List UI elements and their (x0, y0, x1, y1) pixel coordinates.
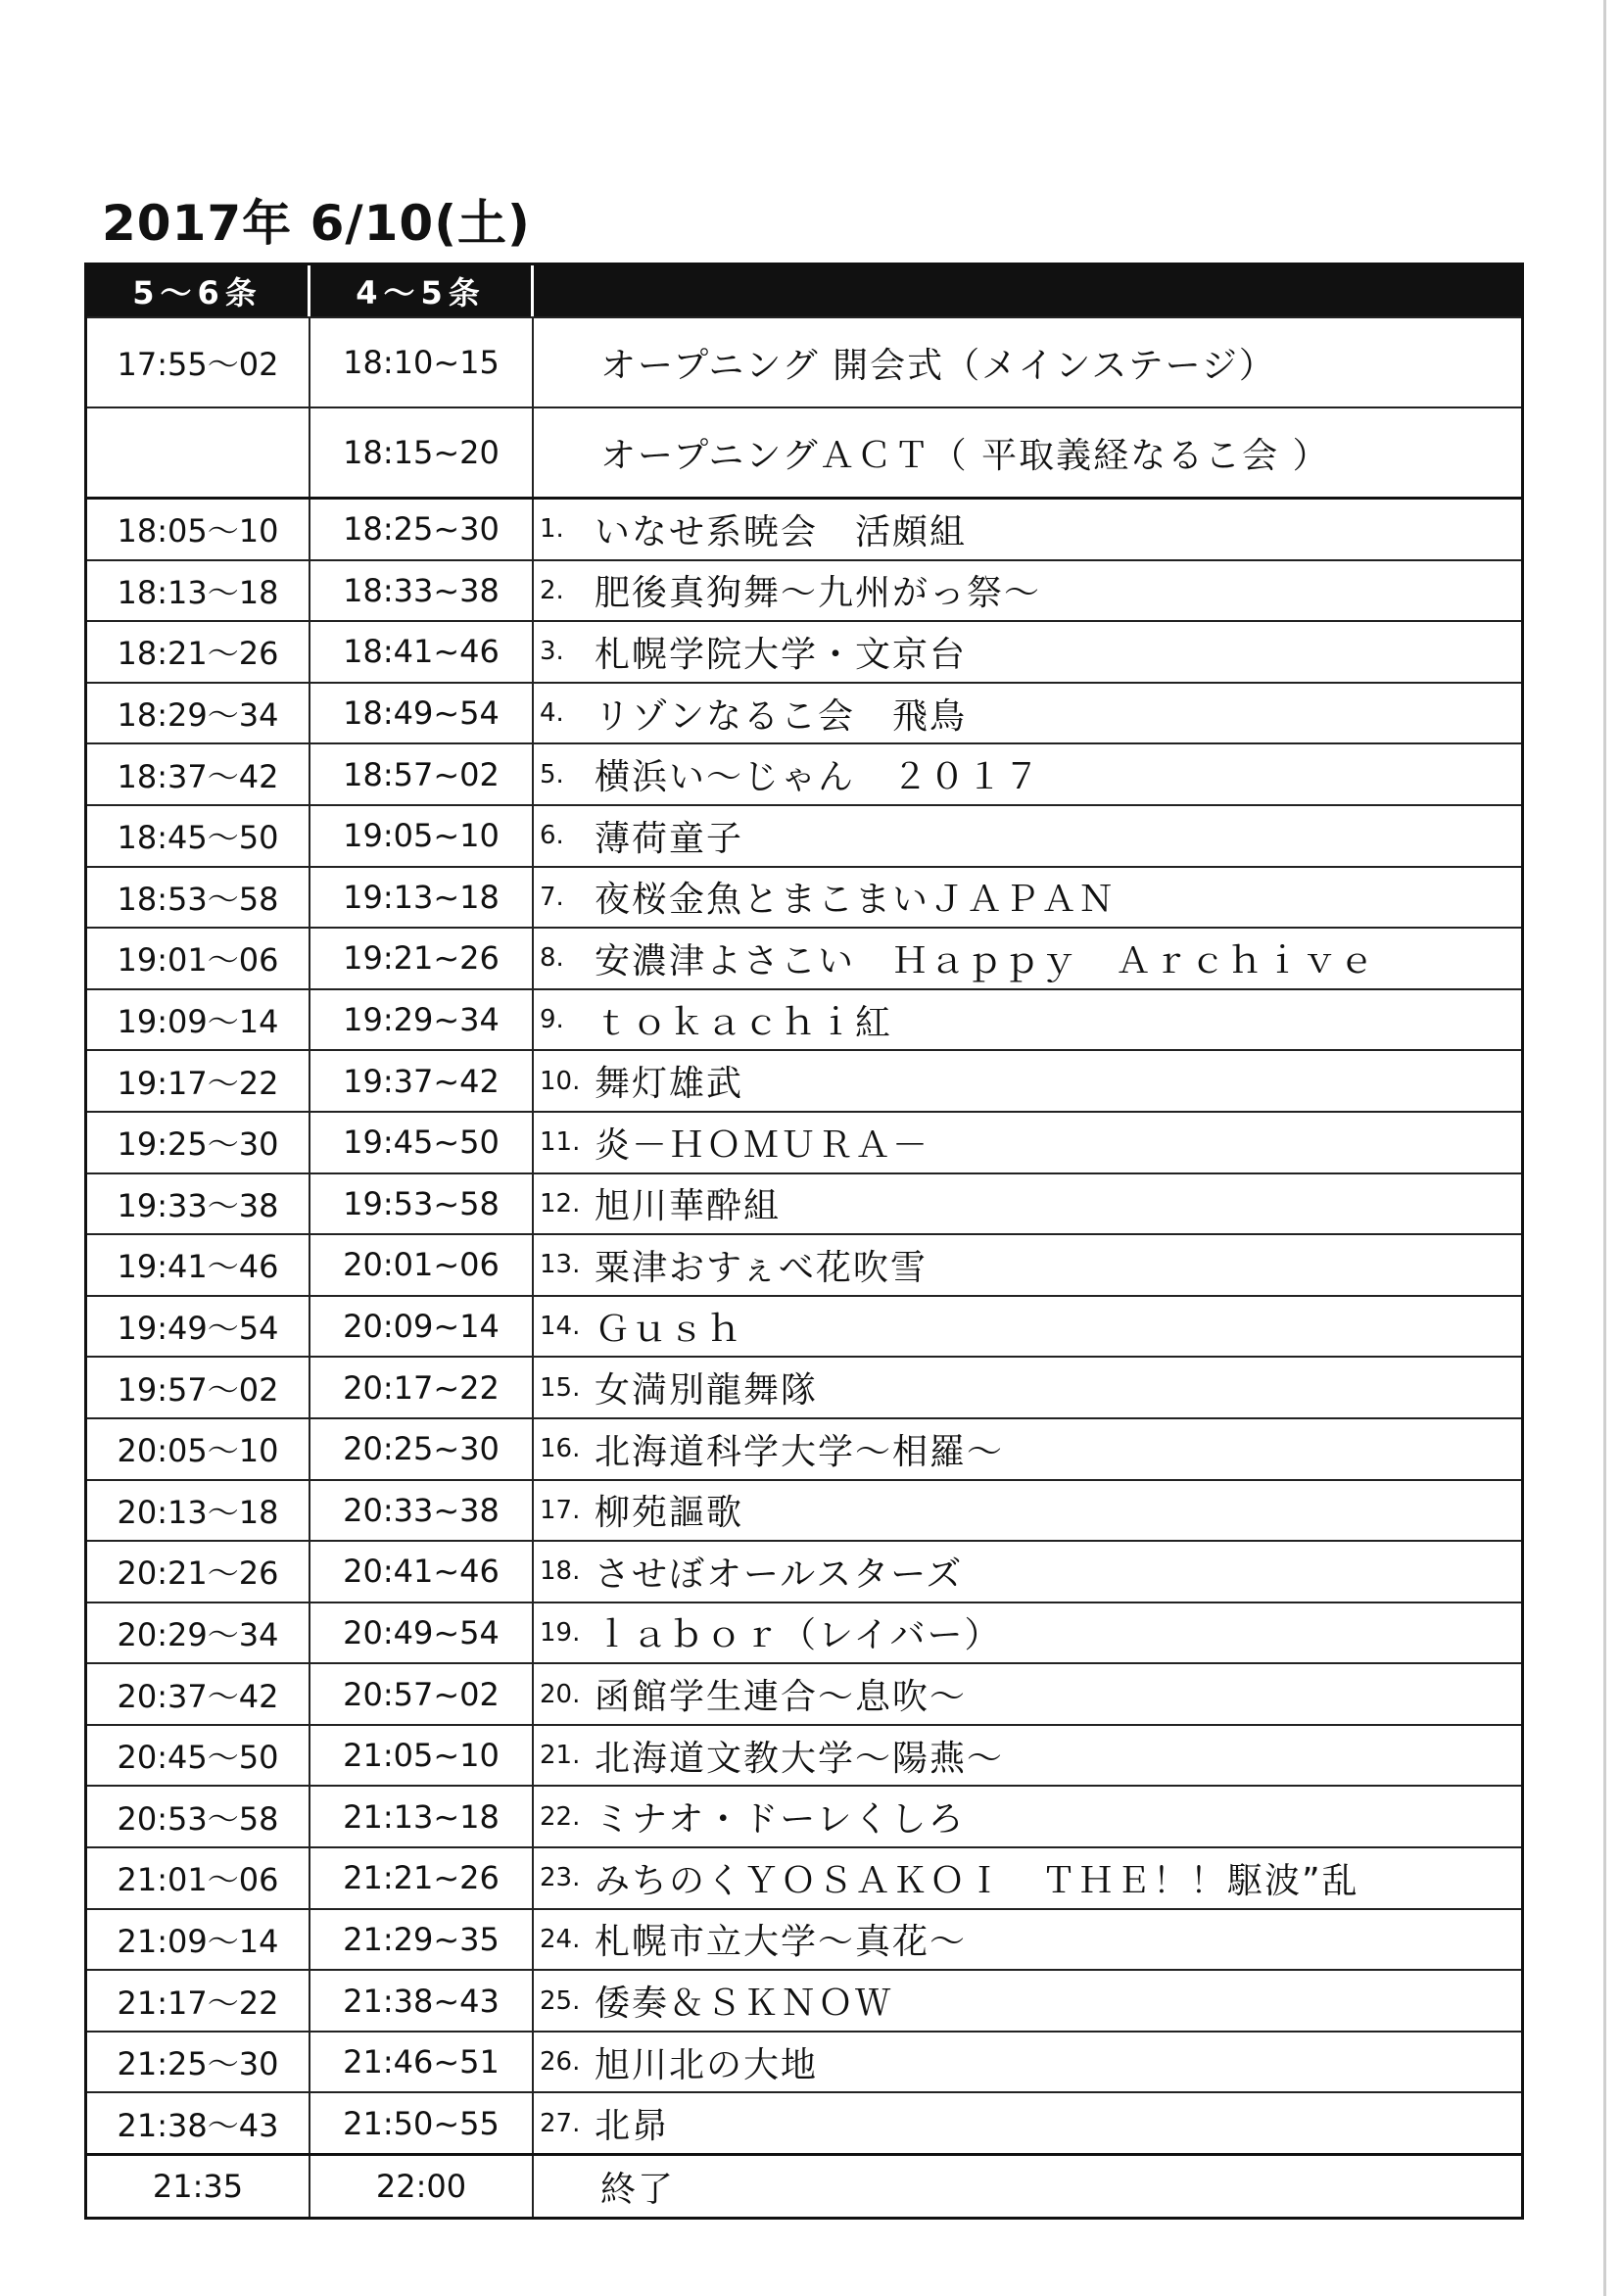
time-5-6: 20:13～18 (87, 1481, 310, 1541)
team-name: 女満別龍舞隊 (595, 1370, 819, 1411)
time-4-5: 21:05~10 (310, 1726, 534, 1786)
table-row (87, 804, 1521, 866)
time-4-5: 19:37~42 (310, 1051, 534, 1111)
team-name: 北海道文教大学～陽燕～ (595, 1738, 1005, 1779)
time-4-5: 20:01~06 (310, 1235, 534, 1295)
team-name: いなせ系暁会 活頗組 (595, 511, 968, 552)
time-5-6: 18:05～10 (87, 500, 310, 559)
time-4-5: 19:21~26 (310, 929, 534, 988)
event-name: オープニング 開会式（メインステージ） (600, 345, 1276, 386)
time-4-5: 21:46~51 (310, 2033, 534, 2092)
team-name: 旭川北の大地 (595, 2044, 819, 2085)
table-row (87, 1785, 1521, 1846)
team-number: 9. (540, 1005, 564, 1035)
team-name: させぼオールスターズ (595, 1554, 964, 1595)
team-cell (534, 500, 1521, 559)
team-cell (534, 1664, 1521, 1724)
table-row (87, 1479, 1521, 1541)
time-5-6: 18:29～34 (87, 684, 310, 743)
time-5-6: 19:25～30 (87, 1113, 310, 1172)
team-cell (534, 1297, 1521, 1357)
table-row (87, 1295, 1521, 1357)
time-4-5: 21:38~43 (310, 1971, 534, 2031)
time-5-6: 20:05～10 (87, 1419, 310, 1479)
team-name: みちのくＹＯＳＡＫＯＩ ＴＨＥ！！駆波”乱 (595, 1860, 1359, 1901)
end-row (87, 2153, 1521, 2217)
time-5-6: 18:45～50 (87, 806, 310, 866)
team-number: 2. (540, 575, 564, 605)
table-row (87, 620, 1521, 682)
time-5-6: 20:21～26 (87, 1542, 310, 1602)
time-5-6: 20:45～50 (87, 1726, 310, 1786)
team-number: 19. (540, 1617, 581, 1648)
team-cell (534, 1481, 1521, 1541)
team-name: 横浜い～じゃん ２０１７ (595, 757, 1042, 798)
end-row-container (87, 2153, 1521, 2217)
team-name: 札幌学院大学・文京台 (595, 634, 968, 675)
table-row (87, 1724, 1521, 1786)
team-cell (534, 990, 1521, 1050)
team-name: 夜桜金魚とまこまいＪＡＰＡＮ (595, 880, 1117, 921)
time-4-5: 18:15~20 (310, 408, 534, 497)
table-row (87, 1846, 1521, 1908)
opening-row (87, 316, 1521, 407)
time-4-5: 21:21~26 (310, 1848, 534, 1908)
team-name: 肥後真狗舞～九州がっ祭～ (595, 573, 1042, 614)
team-number: 26. (540, 2047, 581, 2078)
time-4-5: 20:25~30 (310, 1419, 534, 1479)
team-cell (534, 1051, 1521, 1111)
team-cell (534, 1971, 1521, 2031)
time-5-6: 21:01～06 (87, 1848, 310, 1908)
team-name: 炎－ＨＯＭＵＲＡ－ (595, 1124, 930, 1166)
team-number: 1. (540, 514, 564, 545)
time-5-6: 21:38～43 (87, 2093, 310, 2153)
time-5-6: 20:53～58 (87, 1787, 310, 1846)
team-cell (534, 1174, 1521, 1234)
time-5-6: 19:17～22 (87, 1051, 310, 1111)
table-row (87, 2091, 1521, 2153)
time-4-5: 19:05~10 (310, 806, 534, 866)
time-5-6: 18:37～42 (87, 744, 310, 804)
team-cell (534, 2033, 1521, 2092)
team-name: 北昴 (595, 2106, 670, 2147)
team-cell (534, 1542, 1521, 1602)
team-number: 17. (540, 1495, 581, 1525)
team-cell (534, 1235, 1521, 1295)
table-row (87, 1049, 1521, 1111)
team-number: 27. (540, 2108, 581, 2138)
team-cell (534, 1910, 1521, 1970)
time-5-6: 19:01～06 (87, 929, 310, 988)
team-cell (534, 1726, 1521, 1786)
team-name: 粟津おすぇべ花吹雪 (595, 1247, 928, 1288)
table-row (87, 1417, 1521, 1479)
time-5-6: 19:33～38 (87, 1174, 310, 1234)
table-header (87, 265, 1521, 316)
table-row (87, 2031, 1521, 2092)
table-row (87, 1908, 1521, 1970)
team-number: 5. (540, 759, 564, 789)
event-name: オープニングＡＣＴ（ 平取義経なるこ会 ） (600, 435, 1330, 476)
opening-row (87, 407, 1521, 497)
scan-edge (1603, 0, 1606, 2296)
header-col-team (534, 265, 1521, 316)
team-number: 7. (540, 882, 564, 912)
table-row (87, 682, 1521, 743)
team-number: 22. (540, 1801, 581, 1832)
table-row (87, 866, 1521, 928)
header-col-5-6: 5～6条 (87, 265, 310, 316)
table-row (87, 1356, 1521, 1417)
end-label: 終了 (600, 2169, 676, 2210)
time-5-6: 19:09～14 (87, 990, 310, 1050)
time-4-5: 22:00 (310, 2156, 534, 2217)
team-name: 函館学生連合～息吹～ (595, 1677, 968, 1718)
time-4-5: 20:33~38 (310, 1481, 534, 1541)
team-cell (534, 806, 1521, 866)
time-5-6: 21:25～30 (87, 2033, 310, 2092)
time-4-5: 18:57~02 (310, 744, 534, 804)
team-number: 20. (540, 1679, 581, 1709)
time-4-5: 19:45~50 (310, 1113, 534, 1172)
team-name: ｌａｂｏｒ（レイバー） (595, 1615, 1002, 1656)
team-cell (534, 2093, 1521, 2153)
team-cell (534, 1603, 1521, 1663)
time-4-5: 18:41~46 (310, 622, 534, 682)
team-number: 11. (540, 1127, 581, 1158)
time-5-6: 21:09～14 (87, 1910, 310, 1970)
time-5-6: 19:57～02 (87, 1358, 310, 1417)
team-cell (534, 744, 1521, 804)
time-4-5: 21:13~18 (310, 1787, 534, 1846)
time-4-5: 20:57~02 (310, 1664, 534, 1724)
team-number: 23. (540, 1863, 581, 1893)
team-number: 3. (540, 637, 564, 667)
team-cell (534, 868, 1521, 928)
team-number: 21. (540, 1741, 581, 1771)
table-row (87, 497, 1521, 559)
team-rows (87, 497, 1521, 2153)
team-name: 倭奏＆ＳＫＮＯＷ (595, 1984, 893, 2025)
table-row (87, 1969, 1521, 2031)
team-number: 16. (540, 1434, 581, 1464)
team-number: 24. (540, 1924, 581, 1954)
time-4-5: 18:25~30 (310, 500, 534, 559)
time-5-6: 20:37～42 (87, 1664, 310, 1724)
team-number: 25. (540, 1985, 581, 2016)
team-number: 18. (540, 1556, 581, 1587)
time-4-5: 18:10~15 (310, 318, 534, 407)
time-5-6: 18:13～18 (87, 561, 310, 621)
table-row (87, 1233, 1521, 1295)
team-name: ミナオ・ドーレくしろ (595, 1799, 966, 1841)
table-row (87, 927, 1521, 988)
time-5-6: 21:17～22 (87, 1971, 310, 2031)
time-5-6: 19:41～46 (87, 1235, 310, 1295)
time-4-5: 18:33~38 (310, 561, 534, 621)
table-row (87, 1602, 1521, 1663)
time-4-5: 19:53~58 (310, 1174, 534, 1234)
team-name: 旭川華酔組 (595, 1186, 782, 1227)
team-cell (534, 622, 1521, 682)
time-4-5: 21:50~55 (310, 2093, 534, 2153)
team-cell (534, 1113, 1521, 1172)
team-cell (534, 929, 1521, 988)
schedule-table (84, 263, 1524, 2220)
table-row (87, 988, 1521, 1050)
time-5-6 (87, 408, 310, 497)
page-title: 2017年 6/10(土) (102, 195, 531, 252)
team-cell (534, 1848, 1521, 1908)
team-cell (534, 1358, 1521, 1417)
team-cell (534, 1787, 1521, 1846)
team-name: 薄荷童子 (595, 818, 744, 859)
table-row (87, 559, 1521, 621)
table-row (87, 1172, 1521, 1234)
team-number: 4. (540, 698, 564, 729)
team-name: 札幌市立大学～真花～ (595, 1922, 968, 1963)
team-number: 15. (540, 1372, 581, 1403)
team-cell (534, 561, 1521, 621)
time-5-6: 19:49～54 (87, 1297, 310, 1357)
team-number: 6. (540, 821, 564, 851)
table-row (87, 742, 1521, 804)
time-5-6: 17:55～02 (87, 318, 310, 407)
team-name: 安濃津よさこい Ｈａｐｐｙ Ａｒｃｈｉｖｅ (595, 940, 1377, 981)
time-5-6: 18:21～26 (87, 622, 310, 682)
team-name: 柳苑謳歌 (595, 1493, 744, 1534)
time-4-5: 20:41~46 (310, 1542, 534, 1602)
team-number: 12. (540, 1188, 581, 1219)
team-name: 北海道科学大学～相羅～ (595, 1431, 1005, 1472)
team-number: 8. (540, 943, 564, 974)
team-name: 舞灯雄武 (595, 1064, 744, 1105)
team-number: 13. (540, 1250, 581, 1280)
team-cell (534, 684, 1521, 743)
team-cell (534, 1419, 1521, 1479)
time-4-5: 20:17~22 (310, 1358, 534, 1417)
team-name: Ｇｕｓｈ (595, 1309, 744, 1350)
time-4-5: 20:09~14 (310, 1297, 534, 1357)
team-number: 10. (540, 1066, 581, 1096)
time-4-5: 20:49~54 (310, 1603, 534, 1663)
table-row (87, 1540, 1521, 1602)
time-4-5: 19:13~18 (310, 868, 534, 928)
header-col-4-5: 4～5条 (310, 265, 534, 316)
team-name: ｔｏｋａｃｈｉ紅 (595, 1002, 893, 1043)
time-4-5: 19:29~34 (310, 990, 534, 1050)
time-4-5: 18:49~54 (310, 684, 534, 743)
time-5-6: 20:29～34 (87, 1603, 310, 1663)
team-name: リゾンなるこ会 飛鳥 (595, 695, 968, 737)
opening-rows (87, 316, 1521, 497)
time-5-6: 18:53～58 (87, 868, 310, 928)
table-row (87, 1111, 1521, 1172)
table-row (87, 1662, 1521, 1724)
team-number: 14. (540, 1312, 581, 1342)
time-4-5: 21:29~35 (310, 1910, 534, 1970)
time-5-6: 21:35 (87, 2156, 310, 2217)
